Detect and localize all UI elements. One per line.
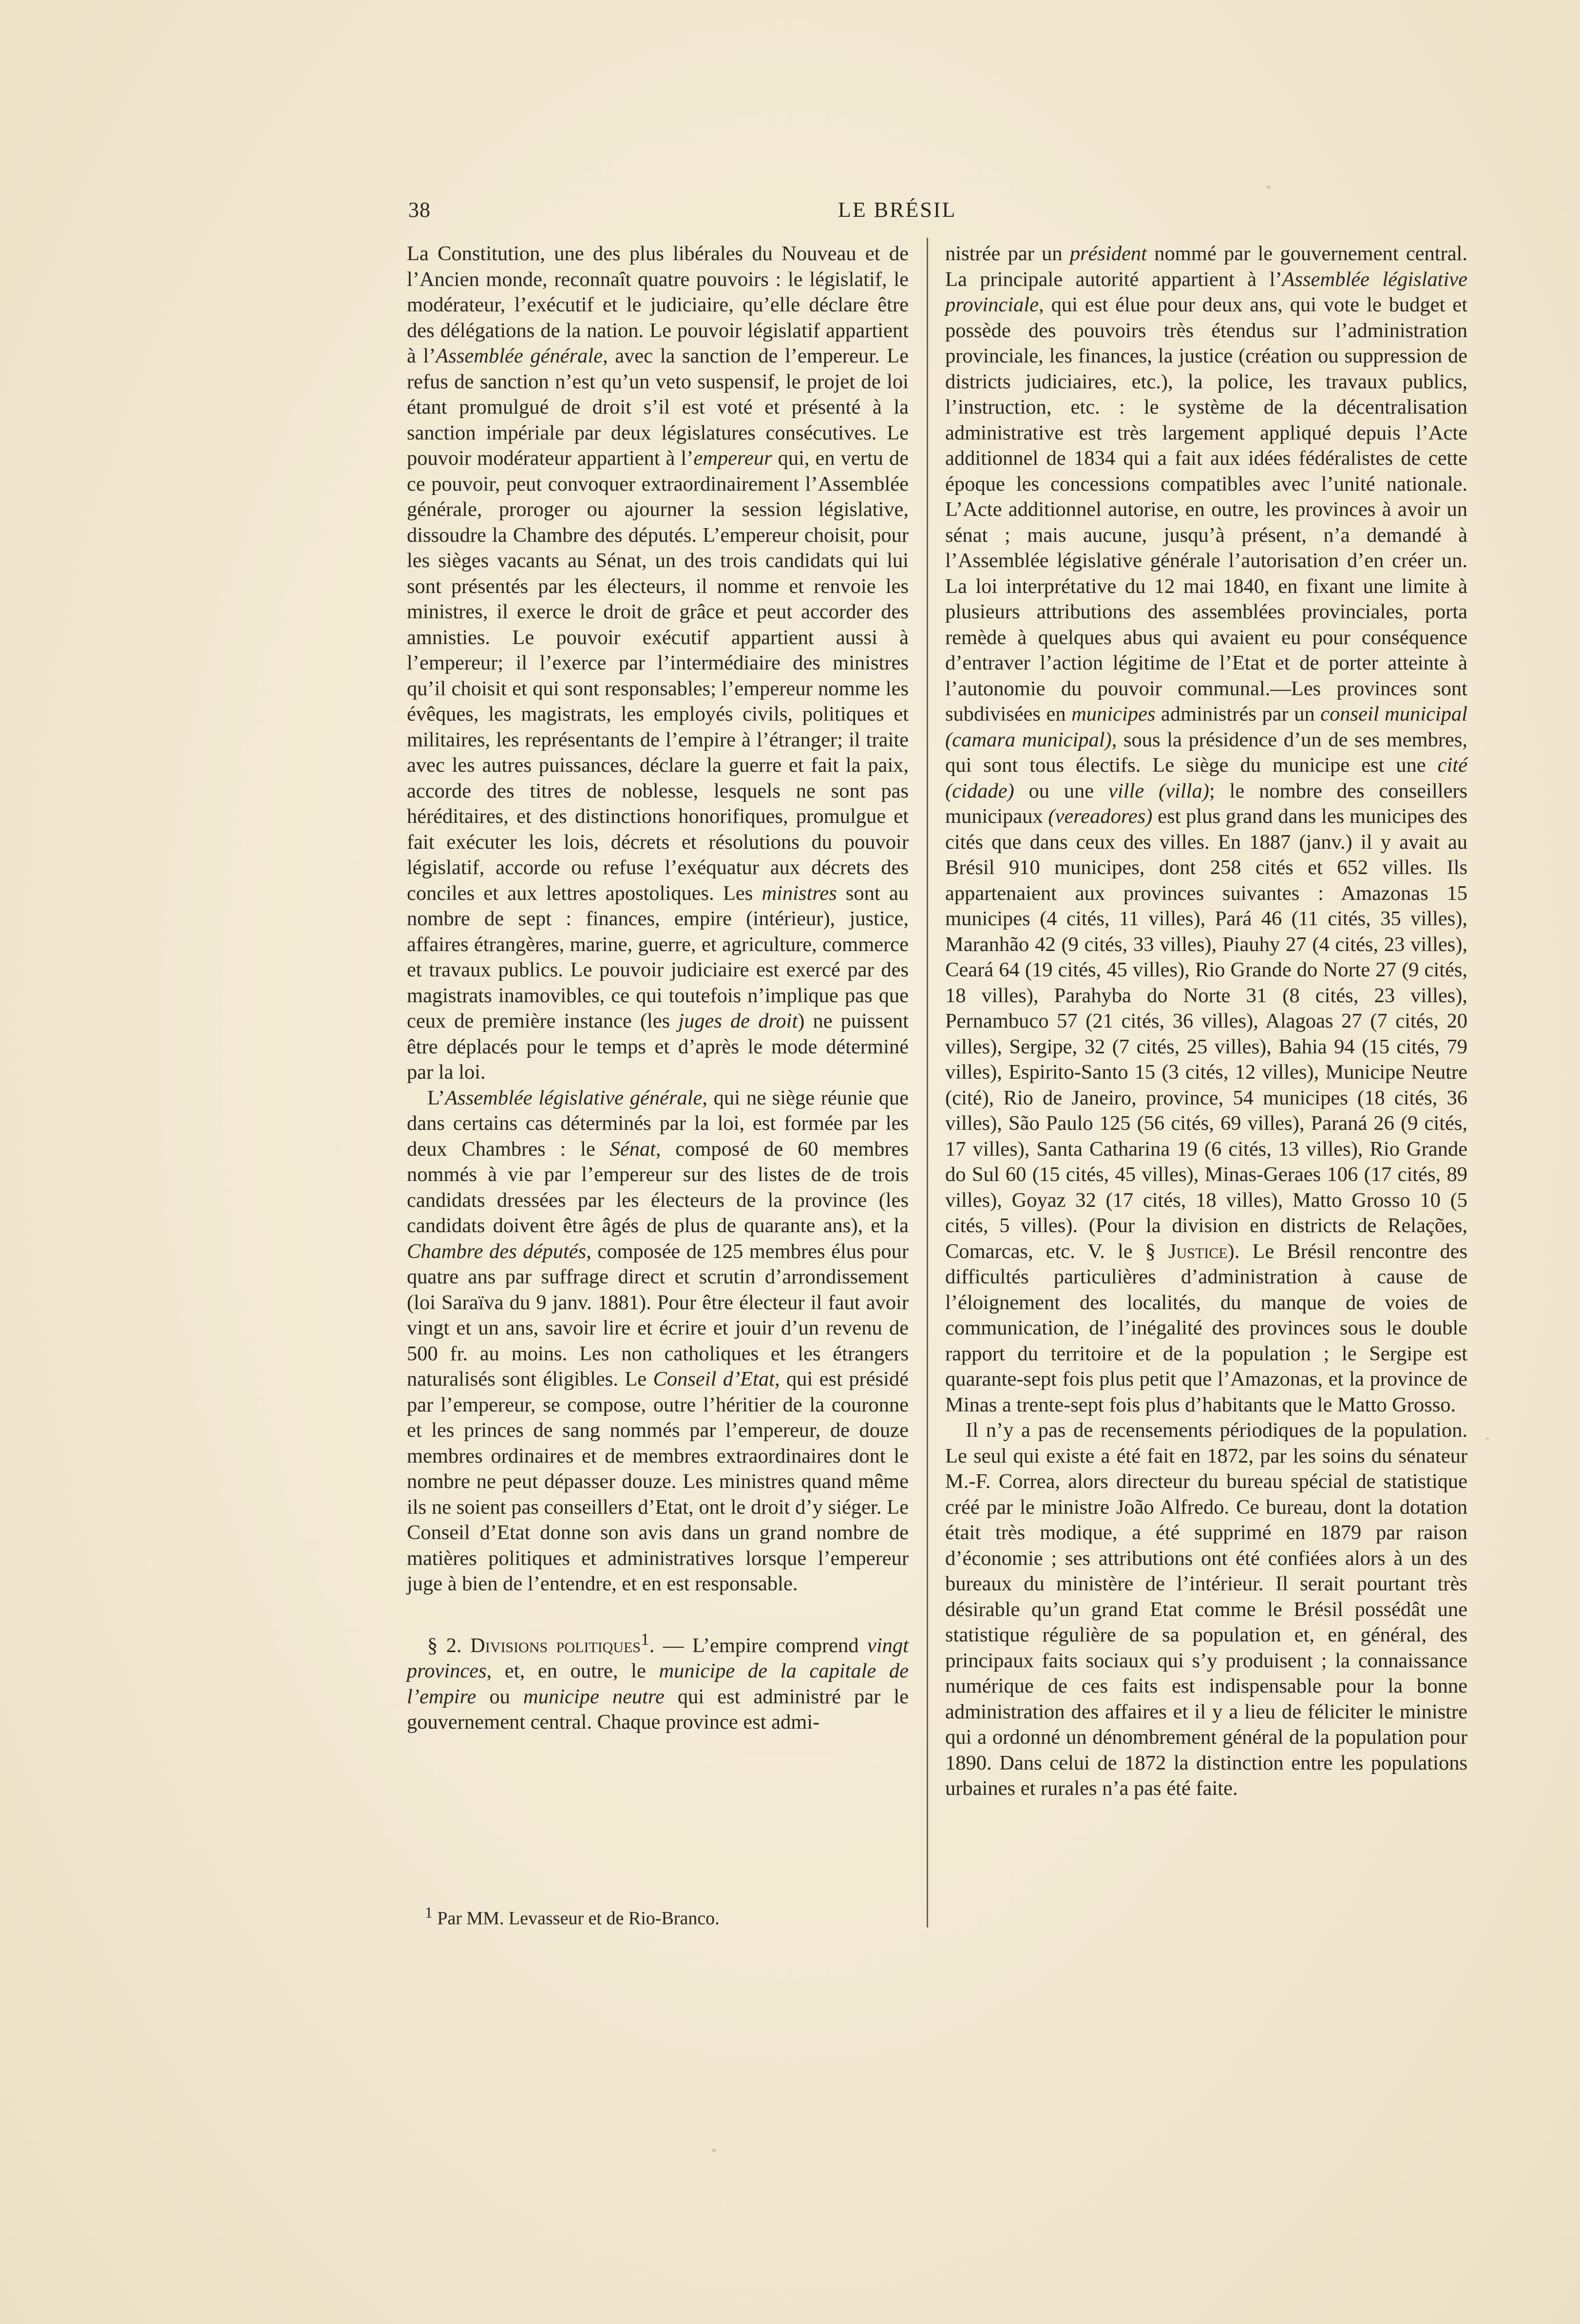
paper-speck [1486, 1437, 1489, 1440]
paper-speck [711, 2149, 716, 2152]
paper-speck [1267, 185, 1271, 189]
column-rule [927, 238, 928, 1927]
footnote [425, 1902, 720, 1930]
left-column [407, 241, 909, 1735]
page-number: 38 [408, 198, 431, 222]
footnote-mark: 1 [641, 1629, 649, 1649]
footnote-text: Par MM. Levasseur et de Rio-Branco. [432, 1908, 720, 1929]
paragraph-assemblee: L’Assemblée législative générale, qui ne siège réunie que dans certains cas déterminés par la loi, est formée par les deux Chambres : le Sénat, composé de 60 membres nommés à vie par l’empereur sur des listes de de trois candidats dressées par les électeurs de la province (les candidats doivent être âgés de plus de quarante ans), et la Chambre des députés, composée de 125 membres élus pour quatre ans par suffrage direct et scrutin d’arrondissement (loi Saraïva du 9 janv. 1881). Pour être électeur il faut avoir vingt et un ans, savoir lire et écrire et jouir d’un revenu de 500 fr. au moins. Les non catholiques et les étrangers naturalisés sont éligibles. Le Conseil d’Etat, qui est présidé par l’empereur, se compose, outre l’héritier de la couronne et les princes de sang nommés par l’empereur, de douze membres ordinaires et de membres extraordinaires dont le nombre ne peut dépasser douze. Les ministres quand même ils ne soient pas conseillers d’Etat, ont le droit d’y siéger. Le Conseil d’Etat donne son avis dans un grand nombre de matières politiques et administratives lorsque l’empereur juge à bien de l’entendre, et en est responsable. [407, 1086, 909, 1595]
paragraph-constitution: La Constitution, une des plus libérales du Nouveau et de l’Ancien monde, reconnaît quatre pouvoirs : le législatif, le modérateur, l’exécutif et le judiciaire, qu’elle déclare être des délégations de la nation. Le pouvoir législatif appartient à l’Assemblée générale, avec la sanction de l’empereur. Le refus de sanction n’est qu’un veto suspensif, le projet de loi étant promulgué de droit s’il est voté et présenté à la sanction impériale par deux législatures consécutives. Le pouvoir modérateur appartient à l’empereur qui, en vertu de ce pouvoir, peut convoquer extraordinairement l’Assemblée générale, proroger ou ajourner la session législative, dissoudre la Chambre des députés. L’empereur choisit, pour les sièges vacants au Sénat, un des trois candidats qui lui sont présentés par les électeurs, il nomme et renvoie les ministres, il exerce le droit de grâce et peut accorder des amnisties. Le pouvoir exécutif appartient aussi à l’empereur; il l’exerce par l’intermédiaire des ministres qu’il choisit et qui sont responsables; l’empereur nomme les évêques, les magistrats, les employés civils, politiques et militaires, les représentants de l’empire à l’étranger; il traite avec les autres puissances, déclare la guerre et fait la paix, accorde des titres de noblesse, lesquels ne sont pas héréditaires, et des distinctions honorifiques, promulgue et fait exécuter les lois, décrets et résolutions du pouvoir législatif, accorde ou refuse l’exéquatur aux décrets des conciles et aux lettres apostoliques. Les ministres sont au nombre de sept : finances, empire (intérieur), justice, affaires étrangères, marine, guerre, et agriculture, commerce et travaux publics. Le pouvoir judiciaire est exercé par des magistrats inamovibles, ce qui toutefois n’implique pas que ceux de première instance (les juges de droit) ne puissent être déplacés pour le temps et d’après le mode déterminé par la loi. [407, 242, 909, 1084]
section-divisions-politiques: § 2. Divisions politiques$^1$. — L’empire comprend vingt provinces, et, en outre, le municipe de la capitale de l’empire ou municipe neutre qui est administré par le gouvernement central. Chaque province est admi- [407, 1629, 909, 1734]
footnote-number: 1 [425, 1904, 433, 1921]
running-title: LE BRÉSIL [838, 198, 957, 222]
section-heading: Divisions politiques [470, 1634, 641, 1657]
paragraph-provinces: nistrée par un président nommé par le gouvernement central. La principale autorité appartient à l’Assemblée législative provinciale, qui est élue pour deux ans, qui vote le budget et possède des pouvoirs très étendus sur l’administration provinciale, les finances, la justice (création ou suppression de districts judiciaires, etc.), la police, les travaux publics, l’instruction, etc. : le système de la décentralisation administrative est très largement appliqué depuis l’Acte additionnel de 1834 qui a fait aux idées fédéralistes de cette époque les concessions compatibles avec l’unité nationale. L’Acte additionnel autorise, en outre, les provinces à avoir un sénat ; mais aucune, jusqu’à présent, n’a demandé à l’Assemblée législative générale l’autorisation d’en créer un. La loi interprétative du 12 mai 1840, en fixant une limite à plusieurs attributions des assemblées provinciales, porta remède à quelques abus qui avaient eu pour conséquence d’entraver l’action légitime de l’Etat et de porter atteinte à l’autonomie du pouvoir communal.—Les provinces sont subdivisées en municipes administrés par un conseil municipal (camara municipal), sous la présidence d’un de ses membres, qui sont tous électifs. Le siège du municipe est une cité (cidade) ou une ville (villa); le nombre des conseillers municipaux (vereadores) est plus grand dans les municipes des cités que dans ceux des villes. En 1887 (janv.) il y avait au Brésil 910 municipes, dont 258 cités et 652 villes. Ils appartenaient aux provinces suivantes : Amazonas 15 municipes (4 cités, 11 villes), Pará 46 (11 cités, 35 villes), Maranhão 42 (9 cités, 33 villes), Piauhy 27 (4 cités, 23 villes), Ceará 64 (19 cités, 45 villes), Rio Grande do Norte 27 (9 cités, 18 villes), Parahyba do Norte 31 (8 cités, 23 villes), Pernambuco 57 (21 cités, 36 villes), Alagoas 27 (7 cités, 20 villes), Sergipe, 32 (7 cités, 25 villes), Bahia 94 (15 cités, 79 villes), Espirito-Santo 15 (3 cités, 12 villes), Municipe Neutre (cité), Rio de Janeiro, province, 54 municipes (18 cités, 36 villes), São Paulo 125 (56 cités, 69 villes), Paraná 26 (9 cités, 17 villes), Santa Catharina 19 (6 cités, 13 villes), Rio Grande do Sul 60 (15 cités, 45 villes), Minas-Geraes 106 (17 cités, 89 villes), Goyaz 32 (17 cités, 18 villes), Matto Grosso 10 (5 cités, 5 villes). (Pour la division en districts de Relações, Comarcas, etc. V. le § Justice). Le Brésil rencontre des difficultés particulières d’administration à cause de l’éloignement des localités, du manque de voies de communication, de l’inégalité des provinces sous le double rapport du territoire et de la population ; le Sergipe est quarante-sept fois plus petit que l’Amazonas, et la province de Minas a trente-sept fois plus d’habitants que le Matto Grosso. [945, 242, 1468, 1416]
paragraph-recensements: Il n’y a pas de recensements périodiques de la population. Le seul qui existe a été fait en 1872, par les soins du sénateur M.-F. Correa, alors directeur du bureau spécial de statistique créé par le ministre João Alfredo. Ce bureau, dont la dotation était très modique, a été supprimé en 1879 par raison d’économie ; ses attributions ont été confiées alors à un des bureaux du ministère de l’intérieur. Il serait pourtant très désirable qu’un grand Etat comme le Brésil possédât une statistique régulière de sa population et, en général, des principaux faits sociaux qui s’y produisent ; la connaissance numérique de ces faits est indispensable pour la bonne administration des affaires et il y a lieu de féliciter le ministre qui a ordonné un dénombrement général de la population pour 1890. Dans celui de 1872 la distinction entre les populations urbaines et rurales n’a pas été faite. [945, 1419, 1467, 1800]
right-column [945, 241, 1467, 1802]
